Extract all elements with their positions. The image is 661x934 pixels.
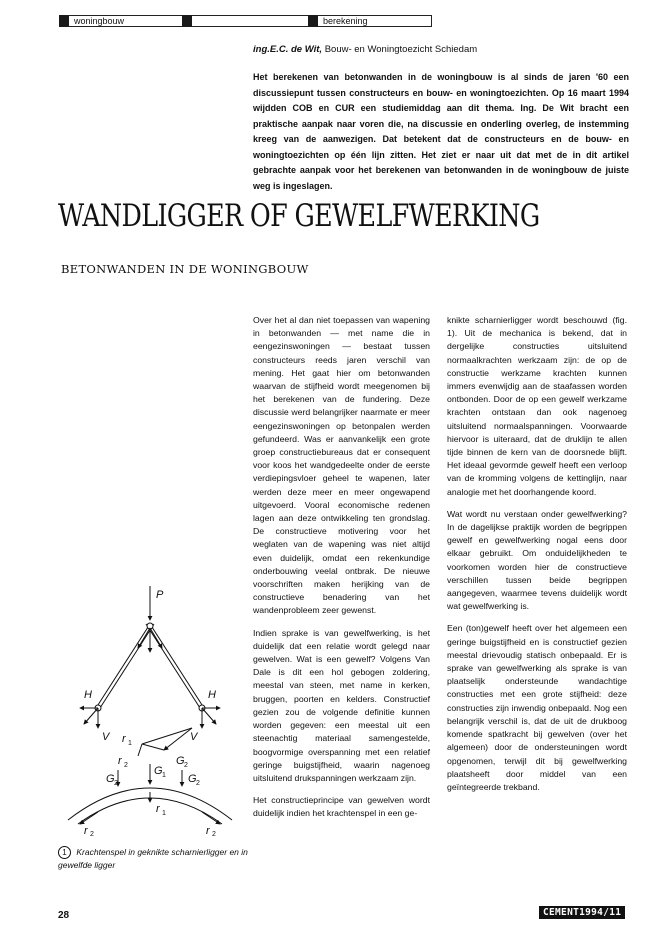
hinged-beam-left — [96, 624, 150, 708]
body-column-1 — [253, 314, 430, 830]
intro-paragraph: Het berekenen van betonwanden in de woningbouw is al sinds de jaren '60 een discussiepunt tussen constructeurs en bouw- en woningtoezichten. Op 16 maart 1994 wijdden COB en CUR een studiemiddag aan dit thema. Ing. De Wit bracht een praktische aanpak naar voren die, na discussie en onderling overleg, de instemming kreeg van de aanwezigen. Dat betekent dat de constructeurs en de bouw- en woningtoezichten op één lijn zitten. Het ziet er naar uit dat met de in dit artikel gebrachte aanpak voor het berekenen van betonwanden in de woningbouw de juiste weg is ingeslagen. — [253, 72, 629, 191]
header-section: woningbouw — [74, 16, 125, 26]
label-sub2-right: 2 — [196, 780, 200, 787]
body-paragraph: Wat wordt nu verstaan onder gewelfwerking? In de dagelijkse praktijk worden de begrippen gewelf en gewelfwerking nogal eens door elkaar gebruikt. Om onduidelijkheden te voorkomen worden hier de constructieve verschillen tussen beide begrippen aangegeven, waarmee tevens duidelijk wordt wat gewelfwerking is. — [447, 508, 627, 612]
force-polygon-side — [142, 728, 192, 744]
label-v-right: V — [190, 731, 198, 743]
page-number: 28 — [58, 910, 70, 921]
label-sub2-arch-right: 2 — [212, 831, 216, 836]
label-r1: r — [122, 733, 126, 745]
author-name: ing.E.C. de Wit, — [253, 44, 323, 55]
header-topic: berekening — [323, 16, 368, 26]
header-block-mid — [182, 15, 192, 27]
label-r2-arch-left: r — [84, 825, 88, 836]
author-line — [253, 44, 477, 55]
label-sub1-g: 1 — [162, 772, 166, 779]
article-subtitle: BETONWANDEN IN DE WONINGBOUW — [61, 262, 309, 276]
label-sub2-left: 2 — [114, 780, 118, 787]
header-block-right — [308, 15, 318, 27]
label-r1-arch: r — [156, 803, 160, 815]
body-paragraph: Indien sprake is van gewelfwerking, is het duidelijk dat een relatie wordt gelegd naar gewelven. Wat is een gewelf? Volgens Van Dale is dit een hol gebogen zoldering, meestal van steen, met name in kerken, bruggen, poorten en kelders. Constructief gezien zou de volgende definitie kunnen worden gegeven: een meestal uit een steenachtig materiaal samengestelde, boogvormige overspanning met een relatief geringe buigstijfheid, waarin nagenoeg uitsluitend drukspanningen werkzaam zijn. — [253, 627, 430, 783]
label-h-right: H — [208, 689, 216, 701]
figure-force-diagram — [58, 586, 243, 836]
hinged-beam-right-edge — [146, 624, 200, 708]
label-g2-left: G — [106, 773, 115, 785]
body-column-2 — [447, 314, 627, 803]
label-sub1: 1 — [128, 740, 132, 747]
body-paragraph: knikte scharnierligger wordt beschouwd (fig. 1). Uit de mechanica is bekend, dat in dergelijke constructies uitsluitend normaalkrachten werkzaam zijn: de op de constructie werkzame krachten kunnen immers evenwijdig aan de staafassen worden ontbonden. Door de op een gewelf werkzame krachten ontstaan dan ook nagenoeg uitsluitend normaalspanningen. Voorwaarde hiervoor is uiteraard, dat de druklijn te allen tijde binnen de kern van de doorsnede blijft. Het ideaal gevormde gewelf heeft een verloop van de kromming volgens de kettinglijn, naar analogie met het doorhangende koord. — [447, 315, 627, 497]
label-g2-right: G — [188, 773, 197, 785]
hinged-beam-right — [150, 624, 204, 708]
caption-number: 1 — [58, 846, 71, 859]
label-r2-arch-right: r — [206, 825, 210, 836]
label-sub2-arch-left: 2 — [90, 831, 94, 836]
body-paragraph: Een (ton)gewelf heeft over het algemeen een geringe buigstijfheid en is constructief gezien meestal drievoudig statisch onbepaald. Er is sprake van gewelfwerking als sprake is van plaatselijk ondersteunde wandachtige constructies met een grote stijfheid: deze constructies zijn inwendig onbepaald. Nog een belangrijk verschil is, dat de uit de drukboog komende spatkracht bij gewelven (over het algemeen) door de ondersteuningen wordt opgenomen, terwijl dit bij gewelfwerking plaatsheeft door middel van een geïntegreerde trekband. — [447, 623, 627, 792]
label-v-left: V — [102, 731, 110, 743]
article-title: WANDLIGGER OF GEWELFWERKING — [58, 198, 540, 234]
label-sub2-r: 2 — [124, 762, 128, 769]
body-paragraph: Het constructieprincipe van gewelven wordt duidelijk indien het krachtenspel in een ge- — [253, 795, 430, 819]
author-affiliation: Bouw- en Woningtoezicht Schiedam — [324, 44, 478, 55]
label-sub1-arch: 1 — [162, 810, 166, 817]
label-r2-poly: r — [118, 755, 122, 767]
label-g2-poly: G — [176, 755, 185, 767]
figure-caption — [58, 846, 248, 872]
body-paragraph: Over het al dan niet toepassen van wapening in betonwanden — met name die in eengezinswoningen — bestaat tussen constructeurs reeds jaren verschil van mening. Het gaat hier om betonwanden waarvan de stijfheid wordt meegenomen bij het berekenen van de fundering. Deze discussie werd belangrijker naarmate er meer eengezinswoningen op betonpalen werden gefundeerd. Was er aanvankelijk een grote groep constructiebureaus dat er consequent voor koos het wandgedeelte onder de eerste verdiepingsvloer geheel te wapenen, later werden deze meer en meer ongewapend uitgevoerd. Vooral economische redenen lagen aan deze ontwikkeling ten grondslag. De constructieve motivering voor het weglaten van de wapening was niet altijd even duidelijk, omdat een rekenkundige onderbouwing veelal ontbrak. De nieuwe voorschriften maken herijking van de constructieve benadering van het wandenprobleem zeer gewenst. — [253, 315, 430, 616]
caption-text: Krachtenspel in geknikte scharnierligger en in gewelfde ligger — [58, 847, 248, 870]
header-block-left — [59, 15, 69, 27]
label-sub2-poly: 2 — [184, 762, 188, 769]
label-g1: G — [154, 765, 163, 777]
journal-footer: CEMENT1994/11 — [539, 906, 625, 919]
label-p: P — [156, 589, 164, 601]
hinged-beam-left-edge — [100, 624, 154, 708]
header-strip — [59, 15, 432, 29]
label-h-left: H — [84, 689, 92, 701]
